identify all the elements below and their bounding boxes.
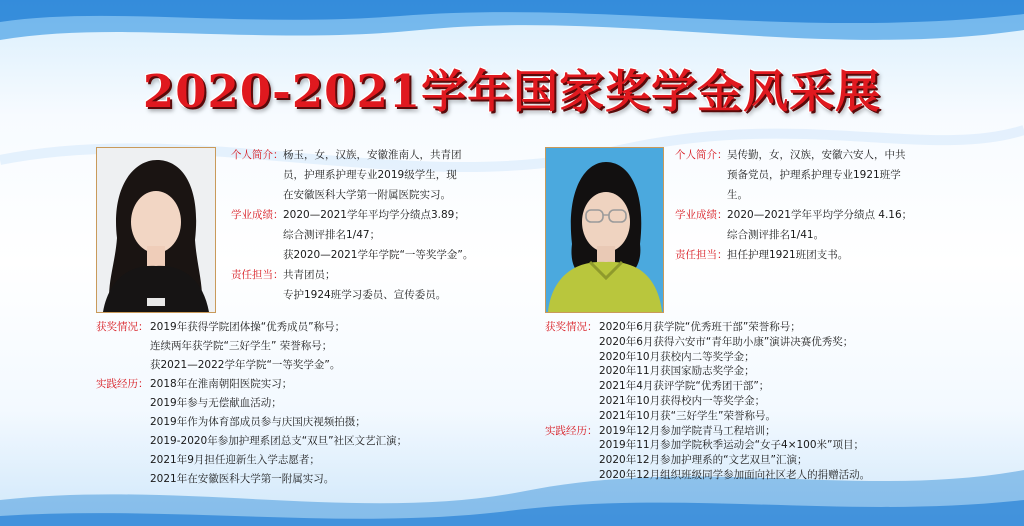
intro-line: 在安徽医科大学第一附属医院实习。 bbox=[283, 189, 451, 201]
award-line: 2019年获得学院团体操“优秀成员”称号； bbox=[150, 321, 346, 333]
student-photo-left bbox=[96, 147, 216, 313]
award-label: 获奖情况： bbox=[96, 321, 149, 333]
portrait-icon bbox=[97, 148, 215, 312]
grade-line: 2020—2021学年平均学分绩点 4.16； bbox=[727, 209, 913, 221]
practice-line: 2020年12月参加护理系的“文艺双旦”汇演； bbox=[599, 454, 808, 467]
intro-line: 预备党员，护理系护理专业1921班学 bbox=[727, 169, 901, 181]
student-photo-right bbox=[545, 147, 664, 313]
award-line: 获2021—2022学年学院“一等奖学金”。 bbox=[150, 359, 341, 371]
award-line: 2020年11月获国家励志奖学金； bbox=[599, 365, 755, 378]
practice-label: 实践经历： bbox=[96, 378, 149, 390]
duty-label: 责任担当： bbox=[675, 249, 728, 261]
duty-label: 责任担当： bbox=[231, 269, 284, 281]
practice-line: 2019-2020年参加护理系团总支“双旦”社区文艺汇演； bbox=[150, 435, 408, 447]
practice-label: 实践经历： bbox=[545, 424, 598, 437]
award-line: 2020年10月获校内二等奖学金； bbox=[599, 350, 755, 363]
page-title: 2020-2021学年国家奖学金风采展 bbox=[142, 65, 882, 118]
grade-line: 2020—2021学年平均学分绩点3.89； bbox=[283, 209, 465, 221]
practice-line: 2018年在淮南朝阳医院实习； bbox=[150, 378, 293, 390]
award-line: 2020年6月获学院“优秀班干部”荣誉称号； bbox=[599, 321, 801, 333]
practice-line: 2021年在安徽医科大学第一附属实习。 bbox=[150, 473, 335, 485]
intro-line: 吴传勤，女，汉族，安徽六安人，中共 bbox=[727, 149, 906, 161]
practice-line: 2019年作为体育部成员参与庆国庆视频拍摄； bbox=[150, 416, 366, 428]
student-right-awards bbox=[545, 320, 870, 483]
award-line: 2020年6月获得六安市“青年助小康”演讲决赛优秀奖； bbox=[599, 335, 854, 348]
award-line: 连续两年获学院“三好学生” 荣誉称号； bbox=[150, 340, 333, 352]
grade-line: 综合测评排名1/47； bbox=[283, 229, 381, 241]
student-left-intro bbox=[231, 145, 473, 305]
grade-line: 获2020—2021学年学院“一等奖学金”。 bbox=[283, 249, 474, 261]
grade-label: 学业成绩： bbox=[231, 209, 284, 221]
intro-label: 个人简介： bbox=[231, 149, 284, 161]
student-right-intro bbox=[675, 145, 912, 265]
intro-line: 杨玉，女，汉族，安徽淮南人，共青团 bbox=[283, 149, 462, 161]
portrait-icon bbox=[546, 148, 663, 312]
duty-line: 专护1924班学习委员、宣传委员。 bbox=[283, 289, 447, 301]
duty-line: 担任护理1921班团支书。 bbox=[727, 249, 849, 261]
award-line: 2021年10月获得校内一等奖学金； bbox=[599, 394, 766, 407]
practice-line: 2019年12月参加学院青马工程培训； bbox=[599, 424, 776, 437]
grade-line: 综合测评排名1/41。 bbox=[727, 229, 825, 241]
award-line: 2021年10月获“三好学生”荣誉称号。 bbox=[599, 409, 776, 422]
duty-line: 共青团员； bbox=[283, 269, 336, 281]
award-line: 2021年4月获评学院“优秀团干部”； bbox=[599, 380, 770, 393]
practice-line: 2019年11月参加学院秋季运动会“女子4×100米”项目； bbox=[599, 439, 864, 452]
student-left-awards bbox=[96, 318, 407, 489]
practice-line: 2019年参与无偿献血活动； bbox=[150, 397, 282, 409]
intro-line: 员，护理系护理专业2019级学生，现 bbox=[283, 169, 457, 181]
practice-line: 2021年9月担任迎新生入学志愿者； bbox=[150, 454, 320, 466]
practice-line: 2020年12月组织班级同学参加面向社区老人的捐赠活动。 bbox=[599, 468, 871, 481]
intro-line: 生。 bbox=[727, 189, 748, 201]
intro-label: 个人简介： bbox=[675, 149, 728, 161]
award-label: 获奖情况： bbox=[545, 321, 598, 333]
grade-label: 学业成绩： bbox=[675, 209, 728, 221]
